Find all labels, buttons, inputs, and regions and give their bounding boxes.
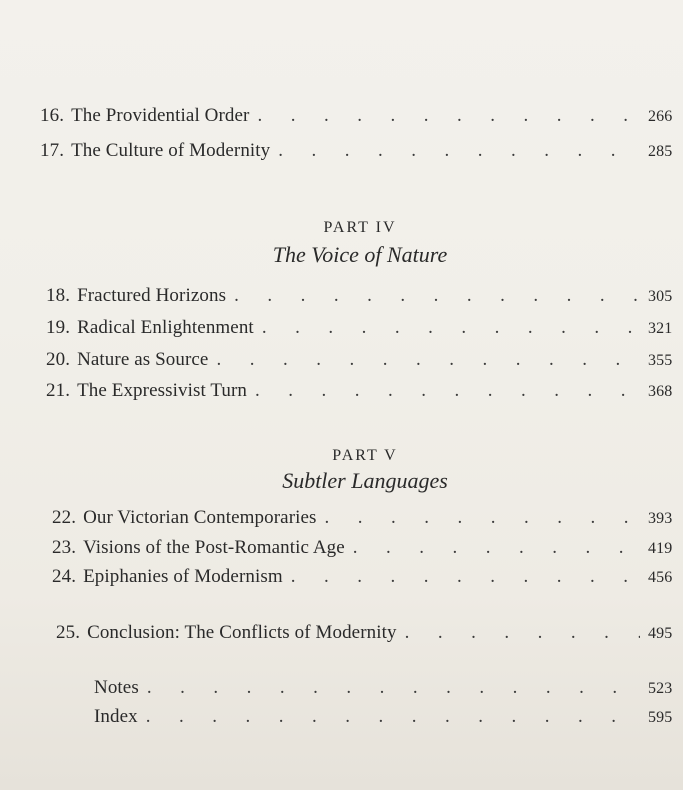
chapter-number: 17. — [40, 140, 65, 161]
page-number: 368 — [648, 383, 673, 400]
toc-entry-22 — [52, 507, 682, 529]
chapter-number: 22. — [52, 507, 77, 528]
chapter-title: Epiphanies of Modernism — [83, 566, 283, 587]
toc-entry-16 — [40, 105, 682, 127]
dot-leader — [405, 622, 640, 644]
part-title: Subtler Languages — [282, 468, 448, 493]
chapter-title: The Expressivist Turn — [77, 380, 248, 401]
dot-leader — [325, 507, 640, 529]
dot-leader — [262, 317, 640, 339]
part-label: PART V — [332, 447, 398, 464]
page-number: 266 — [648, 108, 673, 125]
dot-leader — [234, 285, 640, 307]
dot-leader — [255, 380, 640, 402]
page-number: 355 — [648, 352, 673, 369]
chapter-number: 25. — [56, 622, 81, 643]
back-matter-title: Notes — [94, 677, 139, 698]
page-number: 419 — [648, 540, 673, 557]
toc-entry-21 — [46, 380, 682, 402]
chapter-number: 20. — [46, 349, 71, 370]
chapter-number: 24. — [52, 566, 77, 587]
dot-leader — [353, 537, 640, 559]
toc-entry-20 — [46, 349, 682, 371]
page-number: 305 — [648, 288, 673, 305]
part-title: The Voice of Nature — [272, 242, 448, 267]
dot-leader — [291, 566, 640, 588]
toc-entry-19 — [46, 317, 682, 339]
chapter-title: Visions of the Post-Romantic Age — [83, 537, 345, 558]
toc-entry-25 — [56, 622, 682, 644]
chapter-number: 18. — [46, 285, 71, 306]
back-matter-title: Index — [94, 706, 138, 727]
chapter-title: Conclusion: The Conflicts of Modernity — [87, 622, 397, 643]
chapter-number: 23. — [52, 537, 77, 558]
chapter-number: 19. — [46, 317, 71, 338]
toc-entry-23 — [52, 537, 682, 559]
dot-leader — [147, 677, 640, 699]
page-number: 523 — [648, 680, 673, 697]
chapter-title: The Culture of Modernity — [71, 140, 271, 161]
page-number: 285 — [648, 143, 673, 160]
chapter-title: The Providential Order — [71, 105, 250, 126]
part-label: PART IV — [323, 219, 397, 236]
toc-entry-notes — [94, 677, 682, 699]
chapter-number: 21. — [46, 380, 71, 401]
chapter-title: Fractured Horizons — [77, 285, 227, 306]
chapter-title: Nature as Source — [77, 349, 209, 370]
page-number: 321 — [648, 320, 673, 337]
page-number: 495 — [648, 625, 673, 642]
toc-entry-17 — [40, 140, 682, 162]
page-number: 456 — [648, 569, 673, 586]
toc-entry-index — [94, 706, 682, 728]
dot-leader — [216, 349, 640, 371]
page-number: 595 — [648, 709, 673, 726]
toc-entry-18 — [46, 285, 682, 307]
chapter-title: Our Victorian Contemporaries — [83, 507, 317, 528]
page-number: 393 — [648, 510, 673, 527]
toc-entry-24 — [52, 566, 682, 588]
chapter-number: 16. — [40, 105, 65, 126]
dot-leader — [258, 105, 641, 127]
chapter-title: Radical Enlightenment — [77, 317, 254, 338]
dot-leader — [146, 706, 640, 728]
dot-leader — [278, 140, 640, 162]
